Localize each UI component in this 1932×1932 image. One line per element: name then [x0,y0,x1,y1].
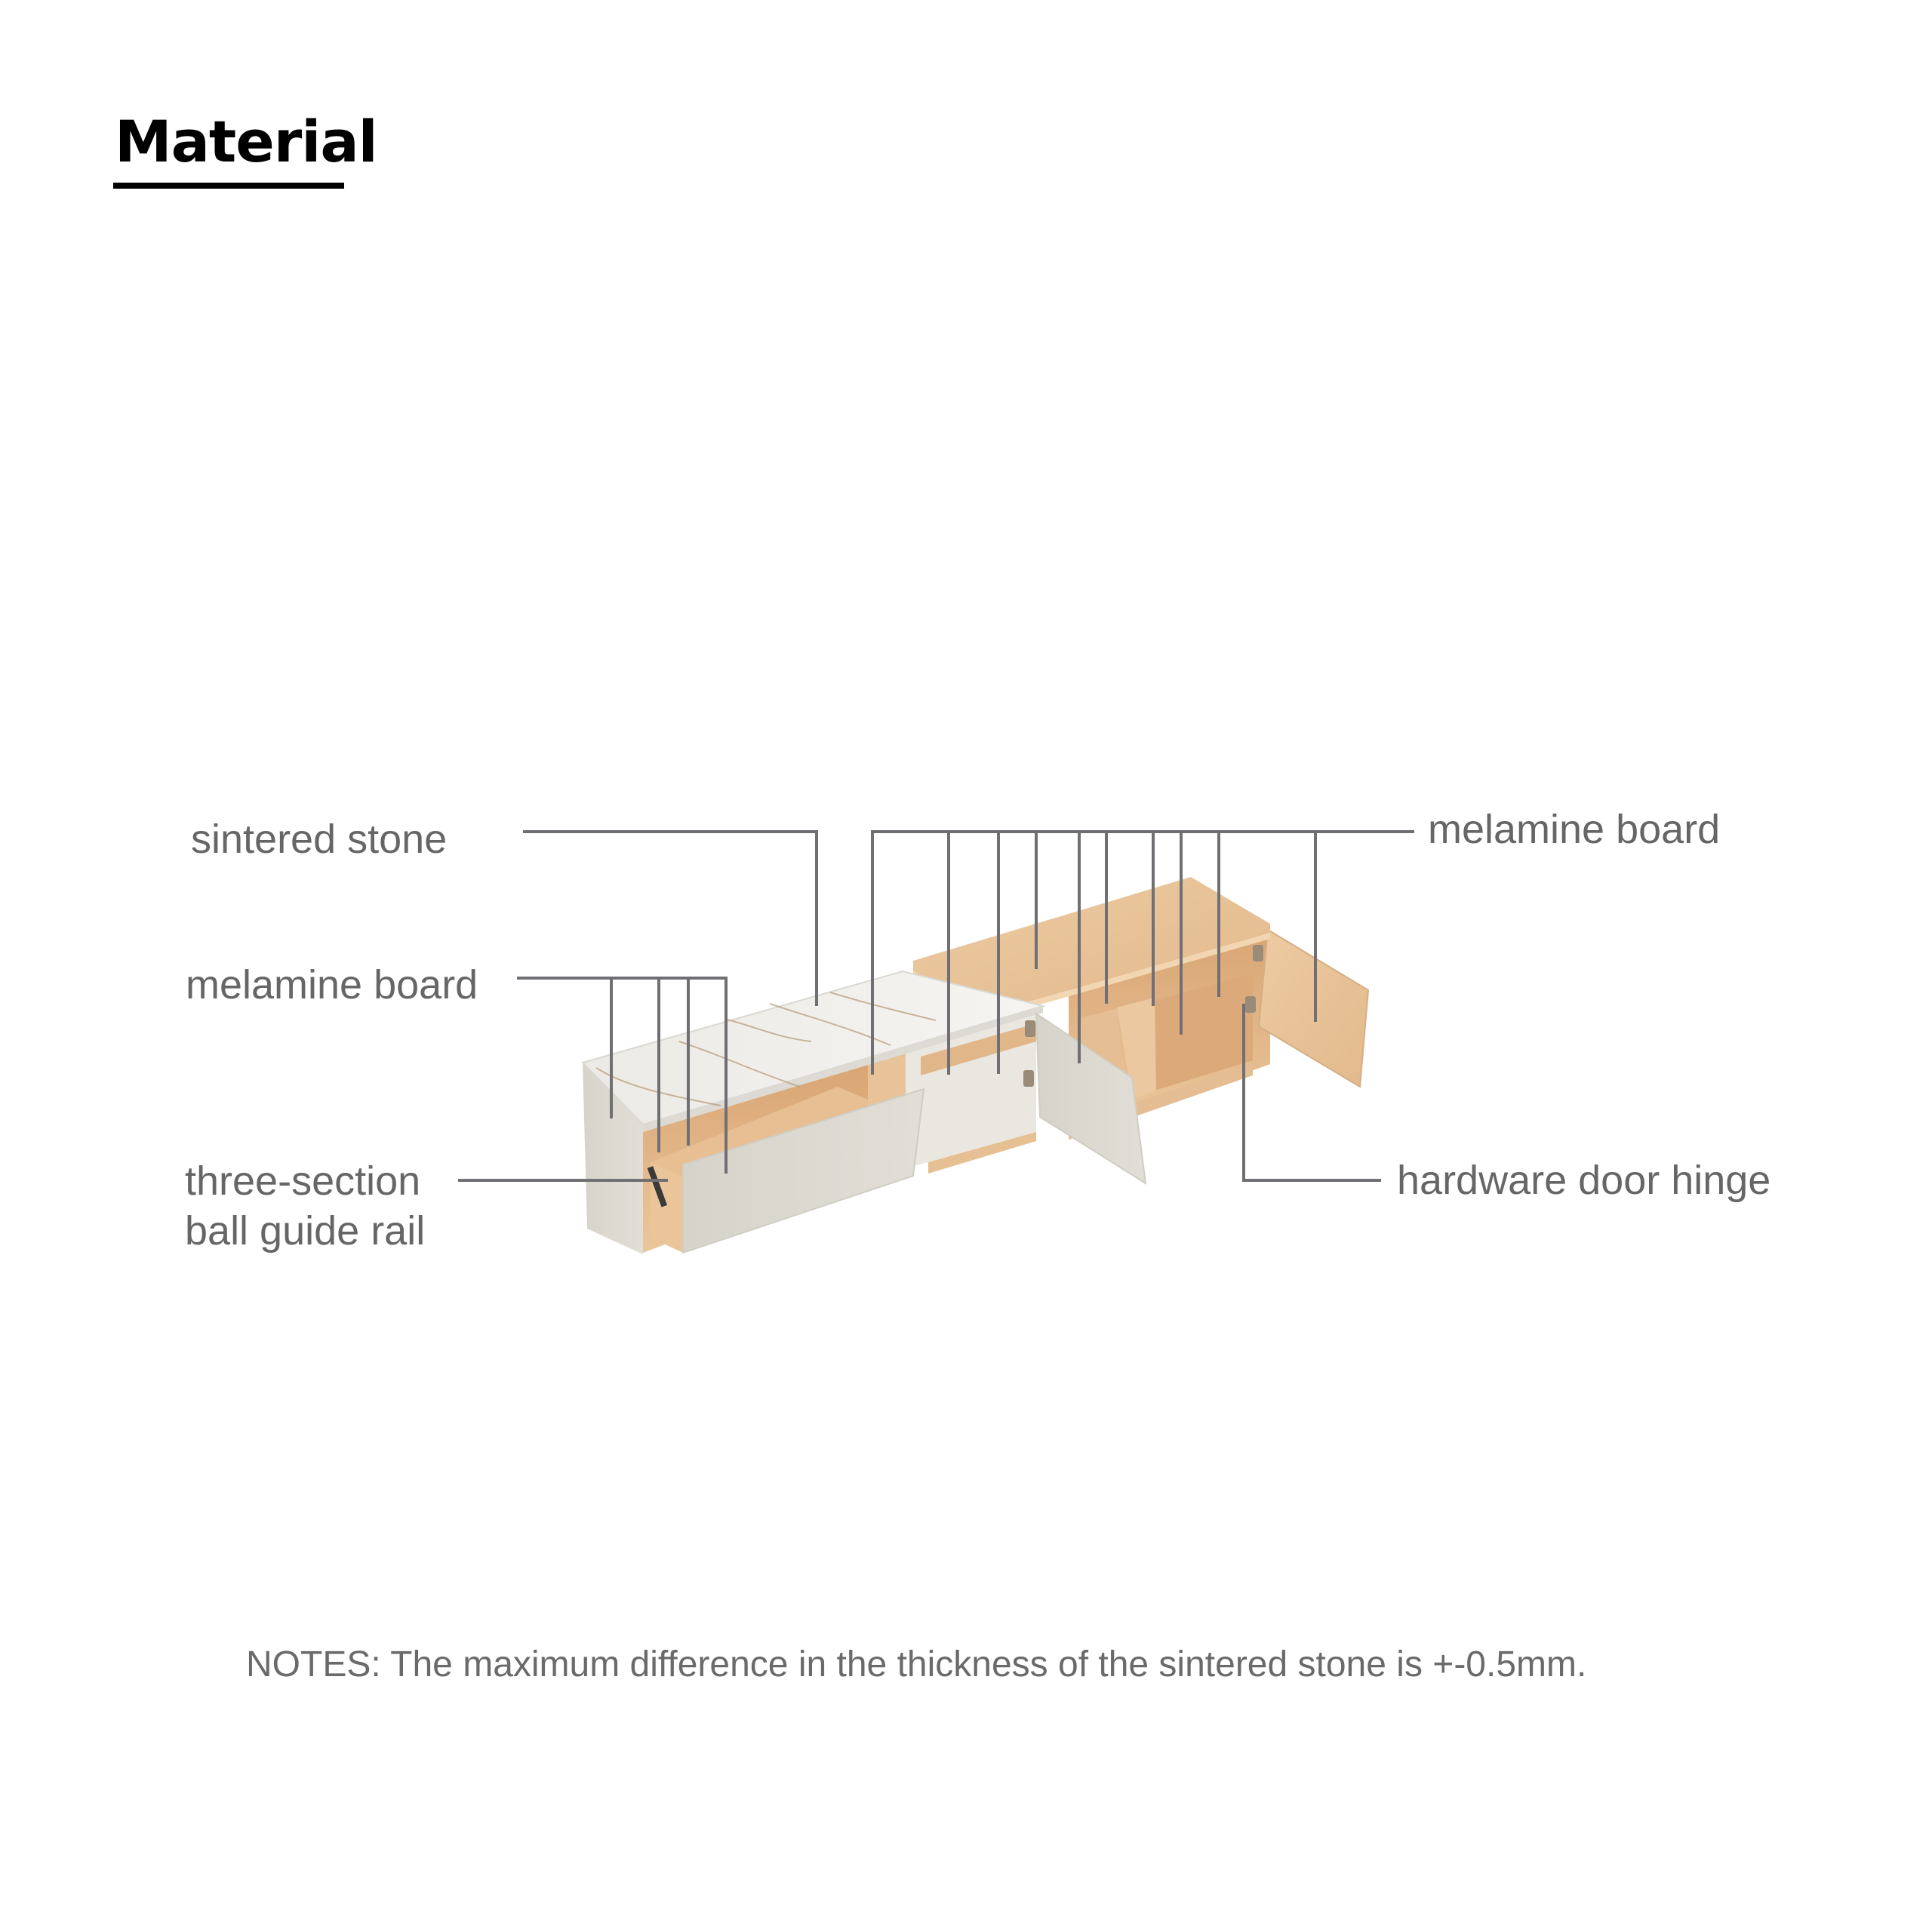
label-sintered-stone: sintered stone [191,817,448,862]
notes-text: NOTES: The maximum difference in the thickness of the sintered stone is +-0.5mm. [246,1644,1587,1684]
leader-sintered-stone [523,832,817,1006]
page-title: Material [115,108,377,175]
label-door-hinge: hardware door hinge [1397,1158,1771,1203]
label-melamine-board-right: melamine board [1428,807,1721,852]
label-rail-line2: ball guide rail [185,1208,426,1254]
leader-melamine-right [872,832,1414,1075]
label-melamine-board-left: melamine board [186,962,478,1008]
leader-melamine-left [517,978,726,1174]
leader-door-hinge [1244,1004,1381,1180]
label-rail-line1: three-section [185,1158,421,1204]
